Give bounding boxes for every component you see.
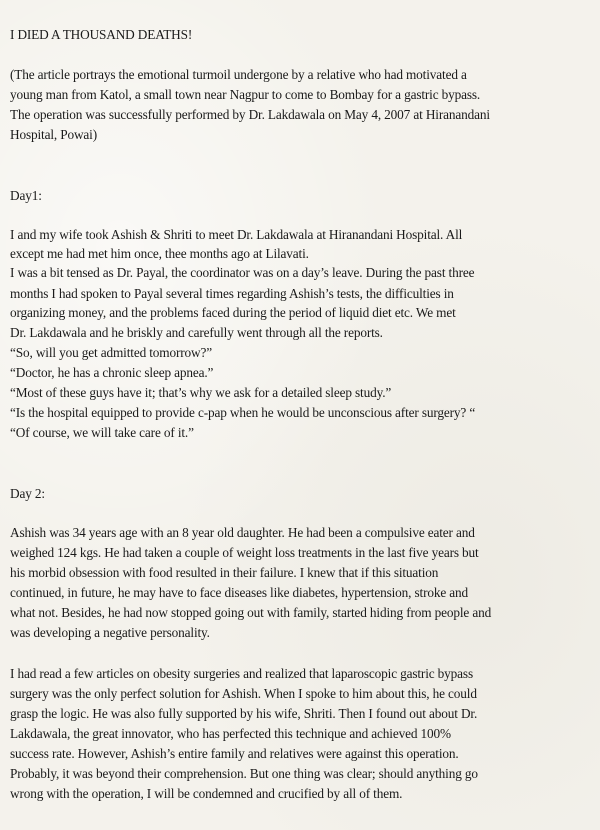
day2-para2-line: success rate. However, Ashish’s entire family and relatives were against this operation. [10, 746, 459, 761]
day1-line: Dr. Lakdawala and he briskly and carefully went through all the reports. [10, 325, 383, 340]
day2-para1-line: was developing a negative personality. [10, 625, 210, 640]
day1-line: “Is the hospital equipped to provide c-pap when he would be unconscious after surgery? “ [10, 405, 476, 420]
day2-para2-line: Lakdawala, the great innovator, who has perfected this technique and achieved 100% [10, 726, 451, 741]
intro-line: Hospital, Powai) [10, 127, 97, 142]
day2-heading: Day 2: [10, 486, 45, 501]
day2-para1-line: Ashish was 34 years age with an 8 year old daughter. He had been a compulsive eater and [10, 525, 475, 540]
intro-line: (The article portrays the emotional turmoil undergone by a relative who had motivated a [10, 67, 467, 82]
day1-line: I and my wife took Ashish & Shriti to meet Dr. Lakdawala at Hiranandani Hospital. All [10, 227, 463, 242]
day2-para1-line: what not. Besides, he had now stopped going out with family, started hiding from people and [10, 605, 492, 620]
intro-line: young man from Katol, a small town near Nagpur to come to Bombay for a gastric bypass. [10, 87, 481, 102]
day1-line: except me had met him once, thee months ago at Lilavati. [10, 246, 309, 261]
day1-line: “Of course, we will take care of it.” [10, 425, 194, 440]
day2-para2-line: wrong with the operation, I will be condemned and crucified by all of them. [10, 786, 403, 801]
day1-line: “Most of these guys have it; that’s why we ask for a detailed sleep study.” [10, 385, 392, 400]
day2-para2-line: surgery was the only perfect solution for Ashish. When I spoke to him about this, he could [10, 686, 477, 701]
day1-line: organizing money, and the problems faced during the period of liquid diet etc. We met [10, 305, 456, 320]
document-title: I DIED A THOUSAND DEATHS! [10, 27, 193, 42]
day2-para2-line: grasp the logic. He was also fully supported by his wife, Shriti. Then I found out about Dr. [10, 706, 478, 721]
day2-para1-line: his morbid obsession with food resulted in their failure. I knew that if this situation [10, 565, 439, 580]
day2-para1-line: continued, in future, he may have to face diseases like diabetes, hypertension, stroke and [10, 585, 469, 600]
day1-heading: Day1: [10, 188, 42, 203]
day1-line: “So, will you get admitted tomorrow?” [10, 345, 212, 360]
day1-line: I was a bit tensed as Dr. Payal, the coordinator was on a day’s leave. During the past three [10, 265, 475, 280]
day2-para2-line: I had read a few articles on obesity surgeries and realized that laparoscopic gastric bypass [10, 666, 473, 681]
day1-line: “Doctor, he has a chronic sleep apnea.” [10, 365, 214, 380]
day2-para2-line: Probably, it was beyond their comprehension. But one thing was clear; should anything go [10, 766, 478, 781]
day1-line: months I had spoken to Payal several times regarding Ashish’s tests, the difficulties in [10, 286, 454, 301]
day2-para1-line: weighed 124 kgs. He had taken a couple of weight loss treatments in the last five years but [10, 545, 479, 560]
document-page [10, 0, 598, 830]
intro-line: The operation was successfully performed by Dr. Lakdawala on May 4, 2007 at Hiranandani [10, 107, 490, 122]
